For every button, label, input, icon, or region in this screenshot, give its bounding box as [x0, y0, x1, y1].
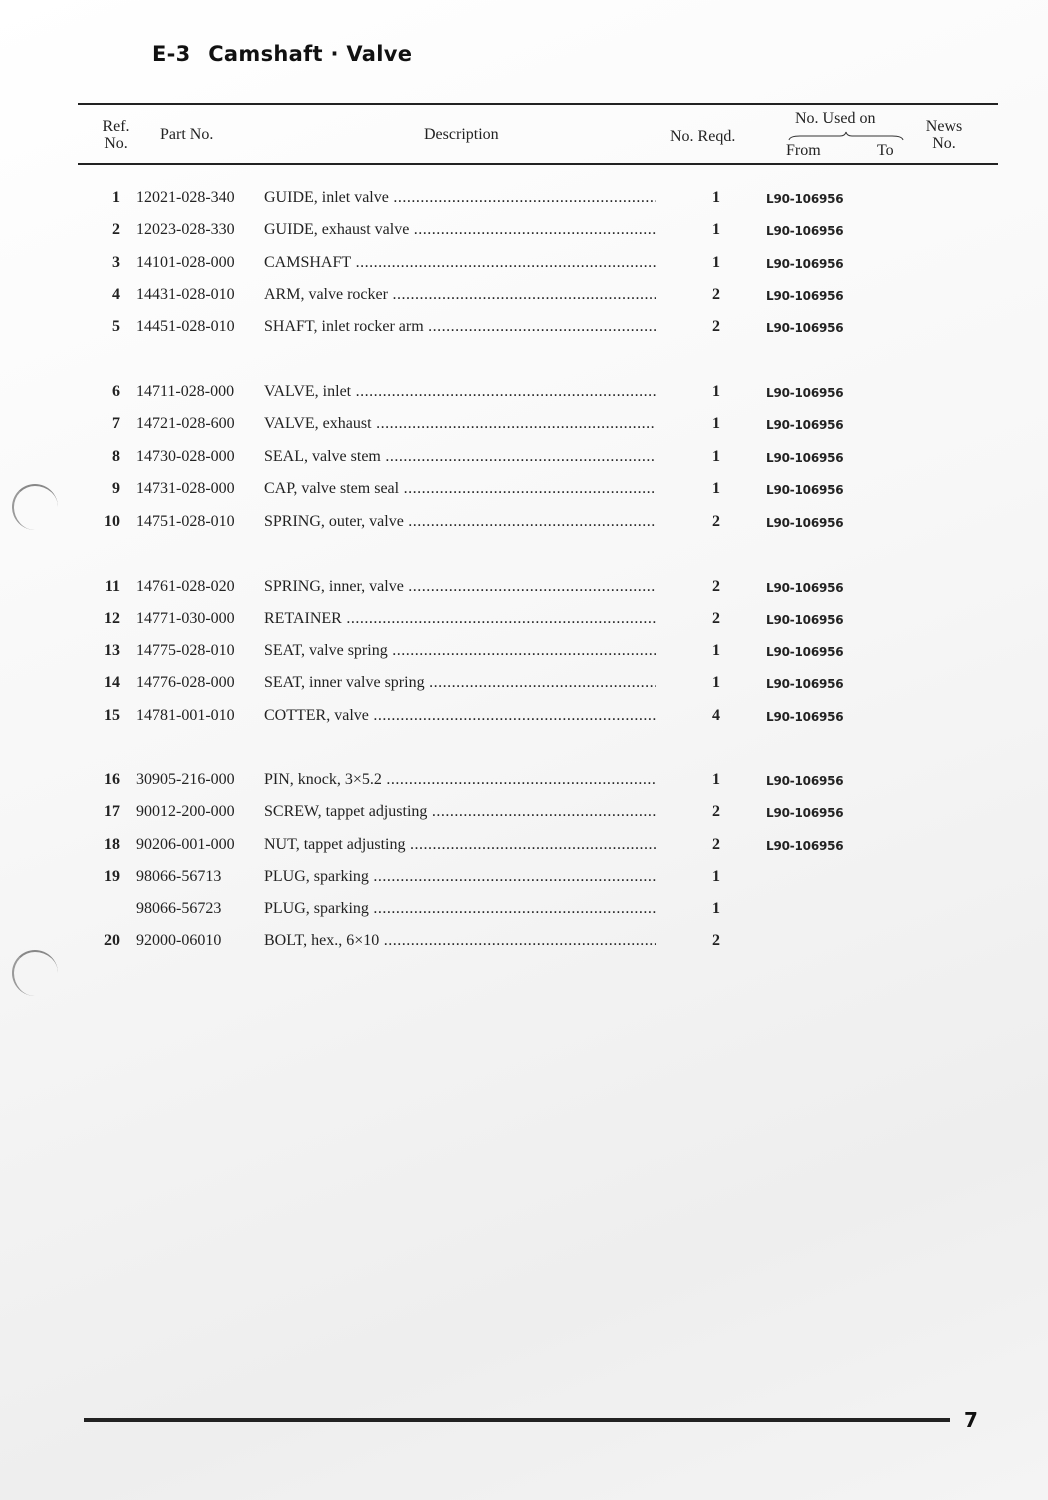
quantity-required: 2: [712, 836, 720, 853]
part-description: CAP, valve stem seal .....: [264, 480, 656, 498]
part-number: 12023-028-330: [136, 221, 235, 238]
used-from-frame: L90-106956: [766, 613, 844, 627]
part-number: 14775-028-010: [136, 642, 235, 659]
quantity-required: 1: [712, 480, 720, 497]
ref-number: 15: [104, 707, 120, 724]
part-description: VALVE, inlet .....: [264, 383, 656, 401]
part-description: NUT, tappet adjusting .....: [264, 836, 656, 854]
part-number: 90012-200-000: [136, 803, 235, 820]
used-from-frame: L90-106956: [766, 677, 844, 691]
header-top-rule: [78, 103, 998, 105]
part-number: 14721-028-600: [136, 415, 235, 432]
part-number: 14761-028-020: [136, 578, 235, 595]
used-from-frame: L90-106956: [766, 386, 844, 400]
quantity-required: 2: [712, 578, 720, 595]
header-bottom-rule: [78, 163, 998, 165]
table-row: [0, 836, 1048, 858]
part-description: SEAT, valve spring .....: [264, 642, 656, 660]
used-from-frame: L90-106956: [766, 839, 844, 853]
quantity-required: 2: [712, 932, 720, 949]
ref-number: 8: [112, 448, 120, 465]
table-row: [0, 642, 1048, 664]
ref-number: 1: [112, 189, 120, 206]
used-from-frame: L90-106956: [766, 321, 844, 335]
header-news: News No.: [925, 118, 963, 152]
quantity-required: 2: [712, 286, 720, 303]
table-row: [0, 254, 1048, 276]
quantity-required: 1: [712, 189, 720, 206]
table-row: [0, 318, 1048, 340]
table-row: [0, 383, 1048, 405]
used-from-frame: L90-106956: [766, 192, 844, 206]
used-from-frame: L90-106956: [766, 257, 844, 271]
header-description: Description: [424, 126, 499, 143]
footer-rule: [84, 1418, 950, 1422]
quantity-required: 2: [712, 513, 720, 530]
part-number: 14711-028-000: [136, 383, 235, 400]
table-row: [0, 771, 1048, 793]
quantity-required: 1: [712, 868, 720, 885]
quantity-required: 4: [712, 707, 720, 724]
quantity-required: 1: [712, 900, 720, 917]
ref-number: 17: [104, 803, 120, 820]
part-description: COTTER, valve .....: [264, 707, 656, 725]
ref-number: 11: [104, 578, 120, 595]
header-ref: Ref. No.: [102, 118, 130, 152]
part-number: 14751-028-010: [136, 513, 235, 530]
table-row: [0, 707, 1048, 729]
ref-number: 10: [104, 513, 120, 530]
used-from-frame: L90-106956: [766, 224, 844, 238]
used-from-frame: L90-106956: [766, 516, 844, 530]
used-from-frame: L90-106956: [766, 451, 844, 465]
part-description: PLUG, sparking .....: [264, 900, 656, 918]
table-row: [0, 513, 1048, 535]
used-on-brace: [788, 131, 904, 141]
ref-number: 2: [112, 221, 120, 238]
part-description: VALVE, exhaust .....: [264, 415, 656, 433]
used-from-frame: L90-106956: [766, 710, 844, 724]
part-number: 14451-028-010: [136, 318, 235, 335]
part-number: 14776-028-000: [136, 674, 235, 691]
section-title: [152, 42, 412, 66]
part-description: CAMSHAFT .....: [264, 254, 656, 272]
quantity-required: 2: [712, 318, 720, 335]
section-code: E-3: [152, 42, 191, 66]
table-row: [0, 221, 1048, 243]
quantity-required: 1: [712, 771, 720, 788]
part-number: 14101-028-000: [136, 254, 235, 271]
part-number: 14731-028-000: [136, 480, 235, 497]
part-description: GUIDE, inlet valve .....: [264, 189, 656, 207]
part-number: 14771-030-000: [136, 610, 235, 627]
header-to: To: [877, 142, 894, 159]
used-from-frame: L90-106956: [766, 483, 844, 497]
binder-hole-2: [12, 950, 58, 996]
section-name: Camshaft · Valve: [208, 42, 413, 66]
table-row: [0, 286, 1048, 308]
ref-number: 9: [112, 480, 120, 497]
ref-number: 14: [104, 674, 120, 691]
table-row: [0, 448, 1048, 470]
ref-number: 20: [104, 932, 120, 949]
table-row: [0, 578, 1048, 600]
used-from-frame: L90-106956: [766, 289, 844, 303]
table-row: [0, 674, 1048, 696]
used-from-frame: L90-106956: [766, 806, 844, 820]
ref-number: 4: [112, 286, 120, 303]
table-row: [0, 610, 1048, 632]
part-number: 90206-001-000: [136, 836, 235, 853]
part-description: SPRING, outer, valve .....: [264, 513, 656, 531]
part-number: 30905-216-000: [136, 771, 235, 788]
header-qty: No. Reqd.: [670, 128, 736, 145]
part-description: SPRING, inner, valve .....: [264, 578, 656, 596]
table-row: [0, 189, 1048, 211]
quantity-required: 1: [712, 415, 720, 432]
part-number: 98066-56713: [136, 868, 222, 885]
table-row: [0, 932, 1048, 954]
part-description: SEAT, inner valve spring .....: [264, 674, 656, 692]
part-description: ARM, valve rocker .....: [264, 286, 656, 304]
part-description: SCREW, tappet adjusting .....: [264, 803, 656, 821]
used-from-frame: L90-106956: [766, 645, 844, 659]
part-number: 14781-001-010: [136, 707, 235, 724]
ref-number: 7: [112, 415, 120, 432]
ref-number: 12: [104, 610, 120, 627]
quantity-required: 1: [712, 254, 720, 271]
header-used-on: No. Used on: [795, 110, 876, 127]
ref-number: 16: [104, 771, 120, 788]
ref-number: 5: [112, 318, 120, 335]
part-description: RETAINER .....: [264, 610, 656, 628]
quantity-required: 2: [712, 803, 720, 820]
header-from: From: [786, 142, 821, 159]
quantity-required: 1: [712, 221, 720, 238]
part-description: BOLT, hex., 6×10 .....: [264, 932, 656, 950]
table-row: [0, 900, 1048, 922]
part-number: 98066-56723: [136, 900, 222, 917]
table-row: [0, 803, 1048, 825]
quantity-required: 1: [712, 448, 720, 465]
part-description: PLUG, sparking .....: [264, 868, 656, 886]
table-row: [0, 868, 1048, 890]
header-part-no: Part No.: [160, 126, 214, 143]
used-from-frame: L90-106956: [766, 418, 844, 432]
part-number: 12021-028-340: [136, 189, 235, 206]
part-description: SEAL, valve stem .....: [264, 448, 656, 466]
table-row: [0, 480, 1048, 502]
ref-number: 19: [104, 868, 120, 885]
used-from-frame: L90-106956: [766, 581, 844, 595]
part-number: 92000-06010: [136, 932, 222, 949]
ref-number: 6: [112, 383, 120, 400]
ref-number: 18: [104, 836, 120, 853]
quantity-required: 2: [712, 610, 720, 627]
page-number: 7: [964, 1408, 978, 1432]
part-number: 14730-028-000: [136, 448, 235, 465]
table-row: [0, 415, 1048, 437]
part-description: PIN, knock, 3×5.2 .....: [264, 771, 656, 789]
quantity-required: 1: [712, 674, 720, 691]
ref-number: 13: [104, 642, 120, 659]
part-description: GUIDE, exhaust valve .....: [264, 221, 656, 239]
quantity-required: 1: [712, 383, 720, 400]
ref-number: 3: [112, 254, 120, 271]
quantity-required: 1: [712, 642, 720, 659]
part-description: SHAFT, inlet rocker arm .....: [264, 318, 656, 336]
part-number: 14431-028-010: [136, 286, 235, 303]
used-from-frame: L90-106956: [766, 774, 844, 788]
